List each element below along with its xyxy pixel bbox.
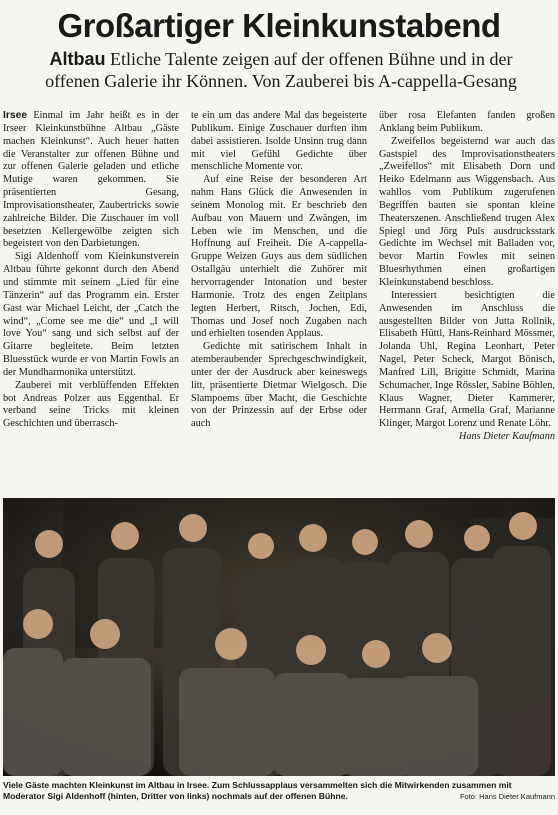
column-2 <box>191 110 367 492</box>
paragraph: te ein um das andere Mal das begeisterte Publikum. Einige Zuschauer durften ihm dabei assistieren. Isolde Unsinn trug dann mit viel Gefühl Gedichte über menschliche Momente vor. <box>191 110 367 173</box>
dateline: Irsee <box>3 110 28 121</box>
photo-caption: Viele Gäste machten Kleinkunst im Altbau in Irsee. Zum Schlussapplaus versammelten sich die Mitwirkenden zusammen mit Moderator Sigi Aldenhoff (hinten, Dritter von links) nochmals auf der offenen Bühne. <box>3 780 512 801</box>
paragraph: Auf eine Reise der besonderen Art nahm Hans Glück die Anwesenden in seinem Monolog mit. Er beschrieb den Aufbau von Mauern und Zwängen, im Leben wie im Menschen, und die Hoffnung auf Freiheit. Die A-cappella-Gruppe Weizen Guys aus dem südlichen Ostallgäu unterhielt die Zuhörer mit hervorragender Intonation und bester Harmonie. Trotz des engen Zeitplans legten Herbert, Ritsch, Jochen, Edi, Thomas und Josef noch Zugaben nach und erhielten tosenden Applaus. <box>191 174 367 340</box>
paragraph: über rosa Elefanten fanden großen Anklang beim Publikum. <box>379 110 555 134</box>
paragraph: Gedichte mit satirischem Inhalt in atemberaubender Sprechgeschwindigkeit, unter der der Ausdruck aber keineswegs litt, präsentierte Dietmar Wielgosch. Die Slampoems über Macht, die Geschichte von der Prinzessin auf der Erbse oder auch <box>191 341 367 430</box>
group-photo <box>3 498 555 776</box>
article-body <box>3 110 555 492</box>
column-3 <box>379 110 555 492</box>
paragraph: Zauberei mit verblüffenden Effekten bot Andreas Polzer aus Eggenthal. Er verband seine Tricks mit kleinen Geschichten und überrasch- <box>3 379 179 430</box>
paragraph: Zweifellos begeisternd war auch das Gastspiel des Improvisationstheaters „Zweifellos“ mit Elisabeth Dorn und Heiko Edelmann aus Wiggensbach. Aus wahllos vom Publikum zugerufenen Begriffen bauten sie spontan kleine Theaterszenen. Anschließend trugen Alex Spiegl und Jörg Puls ausdrucksstark Gedichte im Wechsel mit Balladen vor, bevor Martin Fowles mit seinen Bluesrhythmen einen großartigen Kleinkunstabend beschloss. <box>379 135 555 288</box>
headline: Großartiger Kleinkunstabend <box>57 7 501 44</box>
paragraph <box>3 110 179 251</box>
deck-text: Etliche Talente zeigen auf der offenen Bühne und in der offenen Galerie ihr Können. Von Zauberei bis A-cappella-Gesang <box>45 49 517 91</box>
deck <box>36 48 526 92</box>
kicker: Altbau <box>49 49 106 69</box>
photo-credit: Foto: Hans Dieter Kaufmann <box>459 792 555 801</box>
byline: Hans Dieter Kaufmann <box>458 431 555 443</box>
column-1 <box>3 110 179 492</box>
paragraph <box>379 290 555 444</box>
paragraph-text: Einmal im Jahr heißt es in der Irseer Kleinkunstbühne Altbau „Gäste machen Kleinkunst“. Auch heuer hatten die Veranstalter zur offenen Bühne und zur offenen Galerie geladen und etliche Mutige waren gekommen. Sie präsentierten Gesang, Improvisationstheater, Zaubertricks sowie zahlreiche Bilder. Die Zuschauer im voll besetzten Kellergewölbe zeigten sich begeistert von den Darbietungen. <box>3 110 179 250</box>
paragraph: Sigi Aldenhoff vom Kleinkunstverein Altbau führte gekonnt durch den Abend und stimmte mit seinem „Lied für eine Tänzerin“ auf das Programm ein. Erster Gast war Michael Leicht, der „Catch the wind“, „Come see me die“ und „I will love You“ sang und sich selbst auf der Gitarre begleitete. Beim letzten Bluesstück wurde er von Martin Fowls an der Mundharmonika unterstützt. <box>3 251 179 378</box>
paragraph-text: Interessiert besichtigten die Anwesenden im Anschluss die ausgestellten Bilder von Jutta Rollnik, Elisabeth Hüttl, Hans-Reinhard Mössmer, Jolanda Uhl, Regina Leonhart, Peter Nagel, Peter Scheck, Margot Bönisch, Manfred Lill, Brigitte Schmidt, Marina Schumacher, Inge Rössler, Sabine Böhlen, Klaus Wagner, Dieter Kammerer, Herrmann Graf, Armella Graf, Marianne Klinger, Margot Lorenz und Renate Löhr. <box>379 289 555 430</box>
